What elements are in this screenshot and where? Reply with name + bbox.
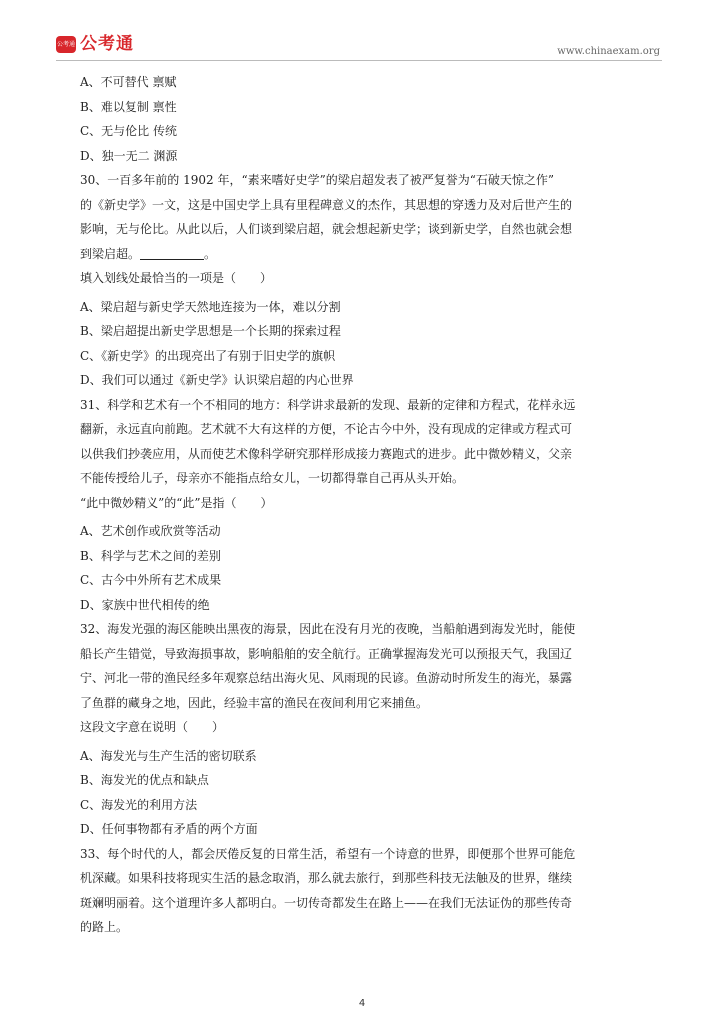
q29-option-c: C、无与伦比 传统 — [80, 124, 177, 138]
q30-option-a: A、梁启超与新史学天然地连接为一体，难以分割 — [80, 299, 341, 314]
q30-stem-line-4 — [80, 242, 640, 267]
q29-option-a: A、不可替代 禀赋 — [80, 75, 177, 89]
question-31 — [80, 393, 640, 618]
site-url: www.chinaexam.org — [557, 46, 660, 57]
q31-stem-line-1: 31、科学和艺术有一个不相同的地方：科学讲求最新的发现、最新的定律和方程式，花样永远 — [80, 397, 576, 412]
question-32 — [80, 617, 640, 842]
q30-stem-line-1: 30、一百多年前的 1902 年，“素来嗜好史学”的梁启超发表了被严复誉为“石破天惊之作” — [80, 173, 554, 187]
question-30 — [80, 168, 640, 393]
header-divider — [56, 60, 662, 61]
q30-stem-period: 。 — [204, 246, 217, 261]
q29-option-d: D、独一无二 渊源 — [80, 148, 178, 163]
document-body — [80, 70, 640, 940]
q29-options — [80, 70, 640, 168]
question-33 — [80, 842, 640, 940]
q32-stem-line-4: 了鱼群的藏身之地，因此，经验丰富的渔民在夜间利用它来捕鱼。 — [80, 695, 429, 710]
q33-stem-line-1: 33、每个时代的人，都会厌倦反复的日常生活，希望有一个诗意的世界，即便那个世界可能危 — [80, 846, 576, 861]
q33-stem-line-4: 的路上。 — [80, 920, 129, 934]
q31-option-c: C、古今中外所有艺术成果 — [80, 573, 222, 587]
page-number: 4 — [358, 998, 366, 1009]
q32-stem-line-2: 船长产生错觉，导致海损事故，影响船舶的安全航行。正确掌握海发光可以预报天气，我国辽 — [80, 646, 573, 661]
q31-prompt: “此中微妙精义”的“此”是指（ ） — [80, 495, 273, 510]
q30-stem-line-3: 影响，无与伦比。从此以后，人们谈到梁启超，就会想起新史学；谈到新史学，自然也就会想 — [80, 222, 573, 236]
q31-stem-line-2: 翻新，永远直向前跑。艺术就不大有这样的方便，不论古今中外，没有现成的定律或方程式可 — [80, 422, 573, 436]
q31-stem-line-4: 不能传授给儿子，母亲亦不能指点给女儿，一切都得靠自己再从头开始。 — [80, 471, 465, 485]
q30-option-c: C、《新史学》的出现亮出了有别于旧史学的旗帜 — [80, 348, 336, 363]
q32-stem-line-1: 32、海发光强的海区能映出黑夜的海景，因此在没有月光的夜晚，当船舶遇到海发光时，能使 — [80, 622, 576, 636]
logo-text: 公考通 — [80, 34, 134, 54]
q32-option-d: D、任何事物都有矛盾的两个方面 — [80, 822, 258, 836]
q30-stem-text: 到梁启超。 — [80, 246, 141, 261]
q30-option-b: B、梁启超提出新史学思想是一个长期的探索过程 — [80, 324, 341, 338]
q33-stem-line-2: 机深藏。如果科技将现实生活的悬念取消，那么就去旅行，到那些科技无法触及的世界，继续 — [80, 871, 573, 885]
fill-blank — [140, 247, 204, 260]
q31-stem-line-3: 以供我们抄袭应用，从而使艺术像科学研究那样形成接力赛跑式的进步。此中微妙精义，父亲 — [80, 446, 573, 461]
q31-option-b: B、科学与艺术之间的差别 — [80, 548, 221, 563]
q29-option-b: B、难以复制 禀性 — [80, 99, 177, 114]
q32-stem-line-3: 宁、河北一带的渔民经多年观察总结出海火见、风雨现的民谚。鱼游动时所发生的海光，暴露 — [80, 671, 573, 685]
q31-option-d: D、家族中世代相传的绝 — [80, 597, 210, 612]
q31-option-a: A、艺术创作或欣赏等活动 — [80, 524, 221, 538]
q30-stem-line-2: 的《新史学》一文，这是中国史学上具有里程碑意义的杰作，其思想的穿透力及对后世产生的 — [80, 197, 573, 212]
logo-badge-icon: 公考通 — [56, 36, 76, 53]
q30-prompt: 填入划线处最恰当的一项是（ ） — [80, 271, 273, 285]
q33-stem-line-3: 斑斓明丽着。这个道理许多人都明白。一切传奇都发生在路上——在我们无法证伪的那些传奇 — [80, 895, 573, 910]
q32-prompt: 这段文字意在说明（ ） — [80, 720, 225, 734]
q32-option-c: C、海发光的利用方法 — [80, 797, 198, 812]
logo — [56, 34, 134, 54]
q32-option-b: B、海发光的优点和缺点 — [80, 773, 209, 787]
page-header — [0, 0, 724, 62]
q32-option-a: A、海发光与生产生活的密切联系 — [80, 748, 257, 763]
q30-option-d: D、我们可以通过《新史学》认识梁启超的内心世界 — [80, 373, 354, 387]
